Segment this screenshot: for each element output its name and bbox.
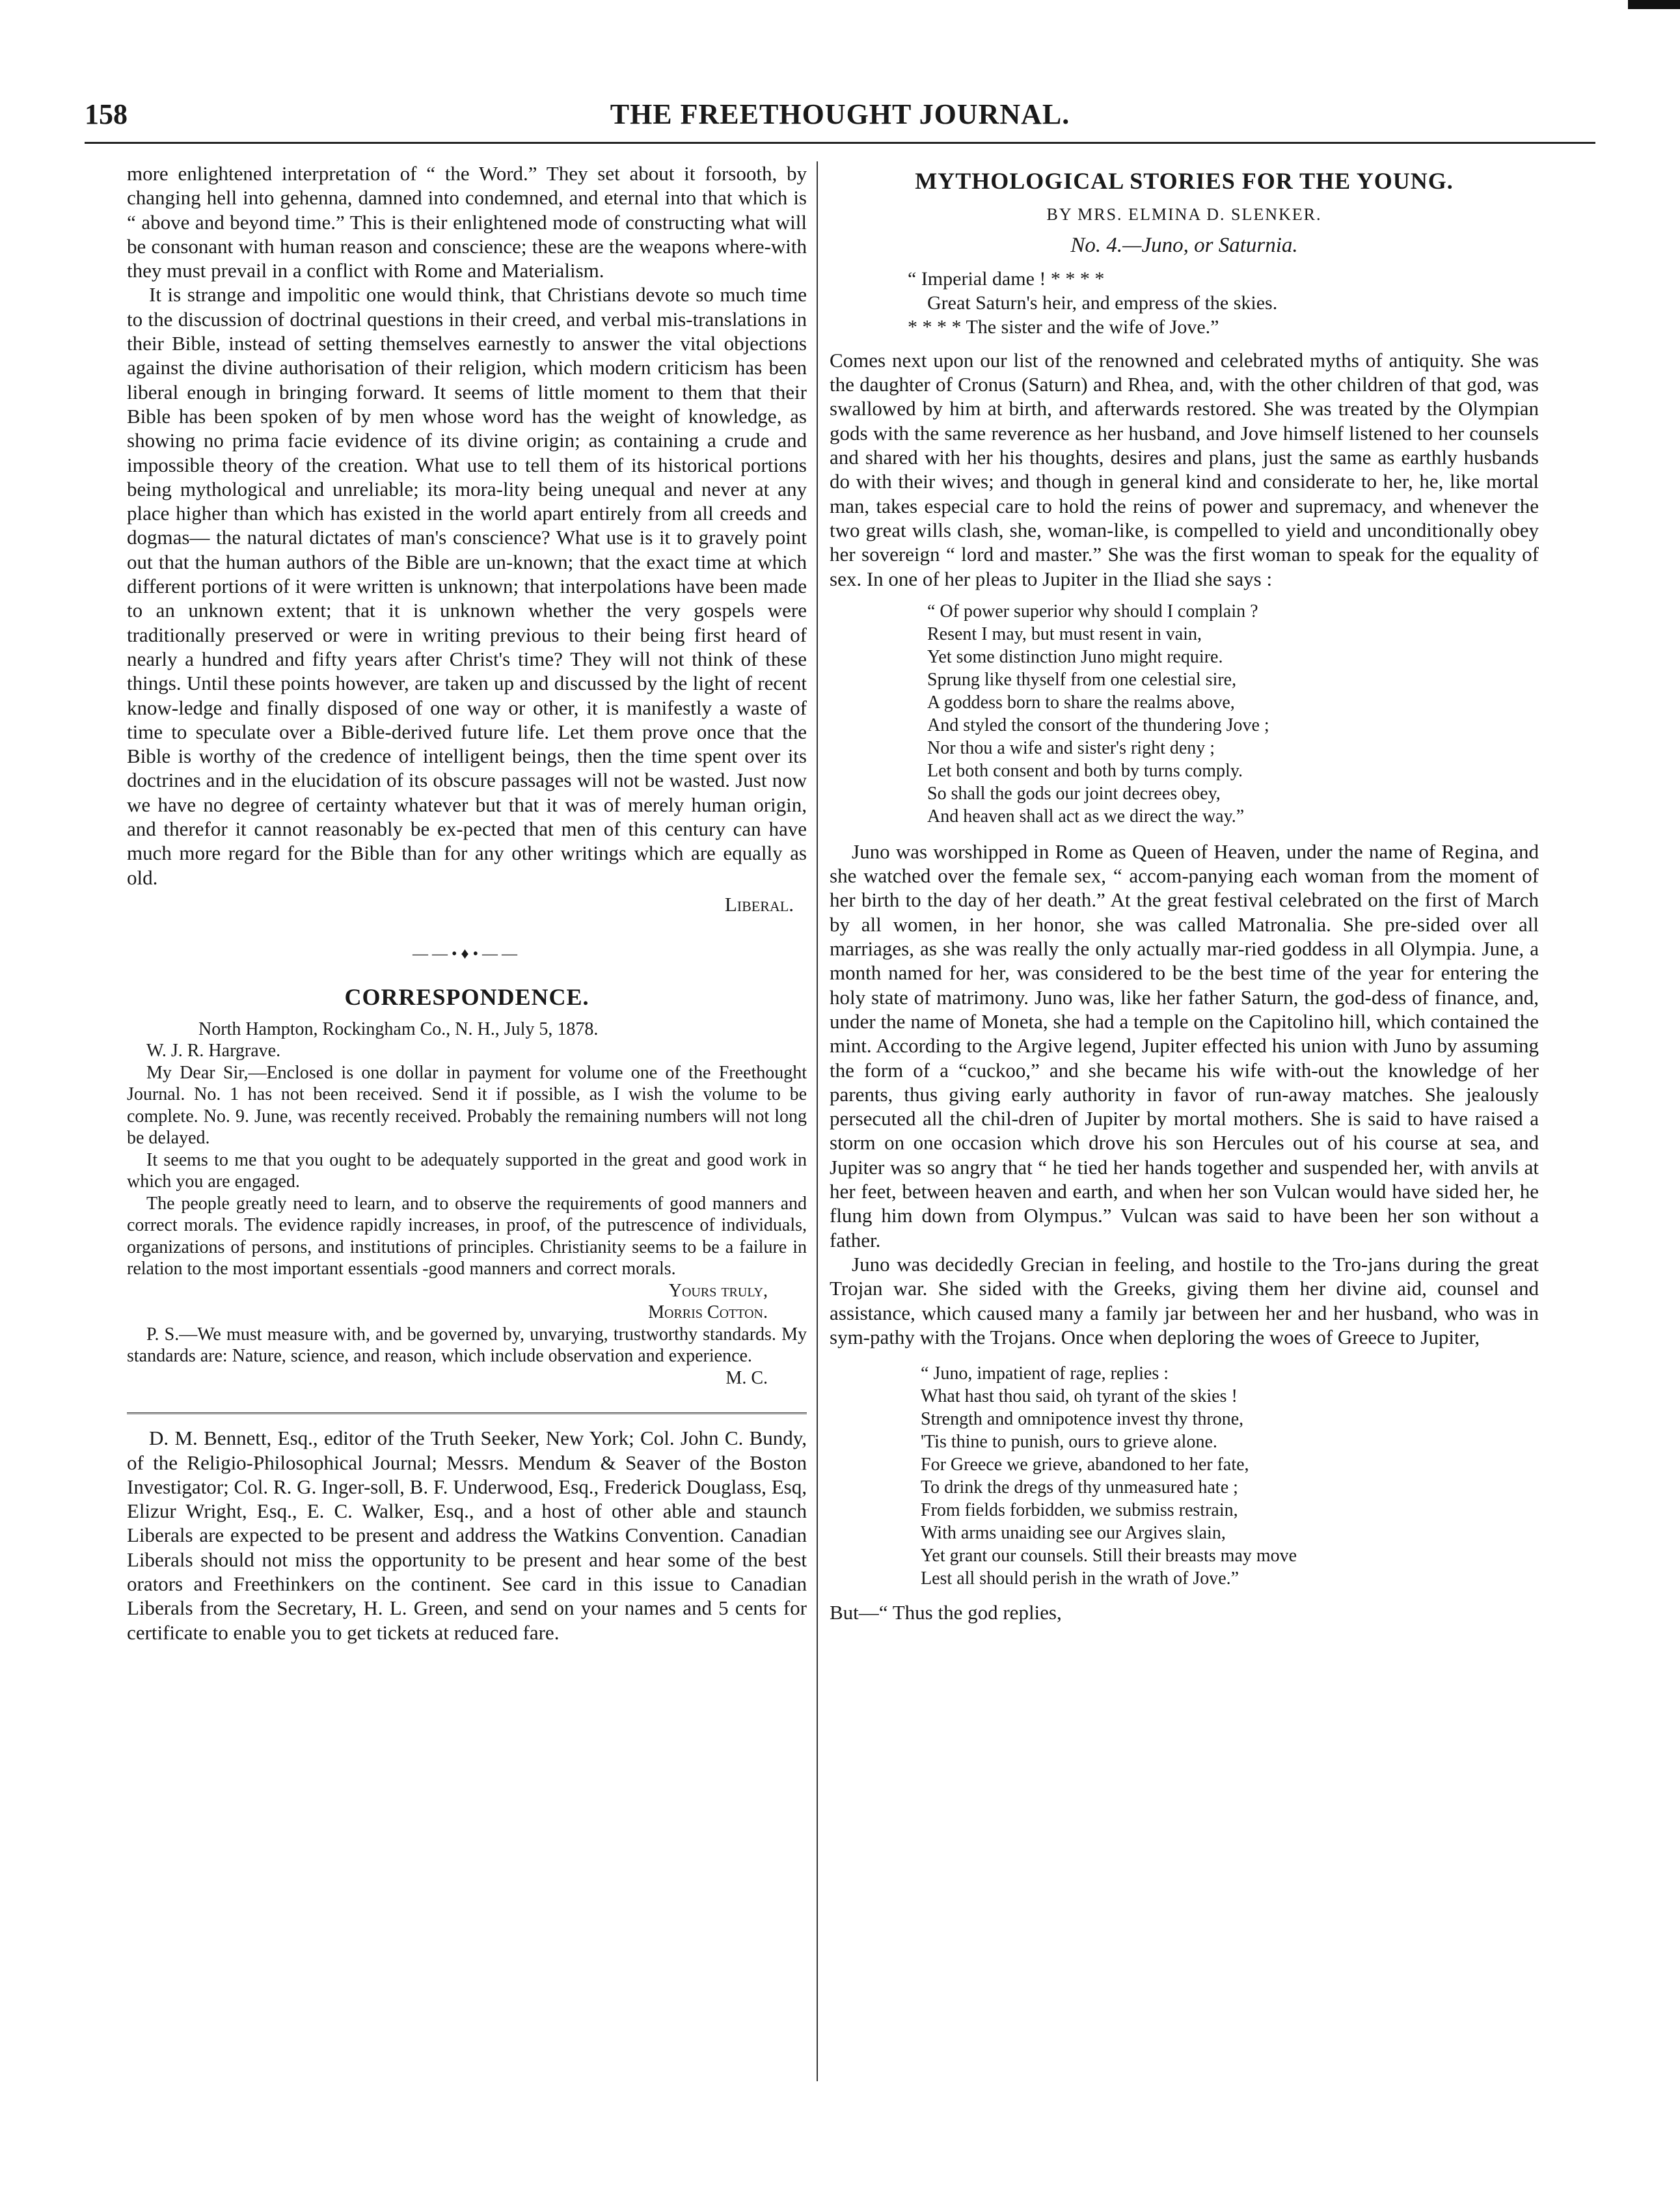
left-column [127, 161, 807, 1645]
letter-addressee: W. J. R. Hargrave. [146, 1041, 281, 1061]
poem-line: “ Juno, impatient of rage, replies : [921, 1363, 1169, 1384]
correspondence-letter [127, 1018, 807, 1389]
poem-line: What hast thou said, oh tyrant of the skies ! [921, 1386, 1238, 1407]
poem-line: Lest all should perish in the wrath of Jove.” [921, 1568, 1240, 1589]
header-rule [85, 142, 1595, 144]
letter-closing: Yours truly, [668, 1280, 768, 1301]
letter-paragraph: The people greatly need to learn, and to observe the requirements of good manners and correct morals. The evidence rapidly increases, in proof, of the putrescence of individuals, organizations of persons, and institutions of principles. Christianity seems to be a failure in relation to the most important essentials -good manners and correct morals. [127, 1193, 807, 1279]
story-paragraph: Juno was worshipped in Rome as Queen of Heaven, under the name of Regina, and she watched over the female sex, “ accom-panying each woman from the moment of her birth to the day of her death.” At the great festival celebrated on the first of March by all women, in her honor, she was called Matronalia. She pre-sided over all marriages, as she was really the only actually mar-ried goddess in all Olympia. June, a month named for her, was considered to be the best time of the year for entering the holy state of matrimony. Juno was, like her father Saturn, the god-dess of finance, and, under the name of Moneta, she had a temple on the Capitolino hill, which contained the mint. According to the Argive legend, Jupiter effected his union with Juno by assuming the form of a “cuckoo,” and she became his wife with-out the knowledge of her parents, thus giving early authority in favor of run-away matches. She jealously persecuted all the chil-dren of Jupiter by mortal mothers. She is said to have raised a storm on one occasion which drove his son Hercules out of his course at sea, and Jupiter was so angry that “ he tied her hands together and suspended her, with anvils at her feet, between heaven and earth, and when her son Vulcan would have sided her, he flung him down from Olympus.” Vulcan was said to have been her son without a father. [830, 840, 1539, 1251]
poem-line: To drink the dregs of thy unmeasured hate ; [921, 1477, 1238, 1498]
story-paragraph: Juno was decidedly Grecian in feeling, and hostile to the Tro-jans during the great Trojan war. She sided with the Greeks, giving them her divine aid, counsel and assistance, which caused many a family jar between her and her husband, who was in sym-pathy with the Trojans. Once when deploring the woes of Greece to Jupiter, [830, 1252, 1539, 1348]
corner-print-mark [1628, 0, 1680, 9]
story-closing-line: But—“ Thus the god replies, [830, 1601, 1062, 1624]
poem-line: “ Of power superior why should I complain ? [927, 601, 1258, 622]
article-paragraph: more enlightened interpretation of “ the Word.” They set about it forsooth, by changing hell into gehenna, damned into condemned, and eternal into that which is “ above and beyond time.” This is their enlightened mode of constructing what will be consonant with human reason and conscience; these are the weapons where-with they must prevail in a conflict with Rome and Materialism. [127, 162, 807, 282]
poem-line: Sprung like thyself from one celestial sire, [927, 669, 1237, 690]
right-column [830, 161, 1539, 1624]
poem-line: A goddess born to share the realms above, [927, 692, 1235, 713]
epigraph [908, 267, 1539, 339]
poem-line: For Greece we grieve, abandoned to her fate, [921, 1455, 1249, 1475]
journal-title: THE FREETHOUGHT JOURNAL. [610, 98, 1070, 130]
convention-notice: D. M. Bennett, Esq., editor of the Truth Seeker, New York; Col. John C. Bundy, of the Religio-Philosophical Journal; Messrs. Mendum & Seaver of the Boston Investigator; Col. R. G. Inger-soll, B. F. Underwood, Esq., Frederick Douglass, Esq, Elizur Wright, Esq., E. C. Walker, Esq., and a host of other able and staunch Liberals are expected to be present and address the Watkins Convention. Canadian Liberals should not miss the opportunity to be present and hear some of the best orators and Freethinkers on the continent. See card in this issue to Canadian Liberals from the Secretary, H. L. Green, and send on your names and 5 cents for certificate to enable you to get tickets at reduced fare. [127, 1412, 807, 1645]
letter-paragraph: It seems to me that you ought to be adequately supported in the great and good work in which you are engaged. [127, 1149, 807, 1192]
letter-postscript: P. S.—We must measure with, and be governed by, unvarying, trustworthy standards. My standards are: Nature, science, and reason, which include observation and experience. [127, 1324, 807, 1367]
poem-line: With arms unaiding see our Argives slain, [921, 1523, 1226, 1544]
story-heading: MYTHOLOGICAL STORIES FOR THE YOUNG. [915, 168, 1454, 194]
article-paragraph: It is strange and impolitic one would think, that Christians devote so much time to the discussion of doctrinal questions in their creed, and verbal mis-translations in their Bible, instead of setting themselves earnestly to answer the vital objections against the divine authorisation of their religion, which modern criticism has been liberal enough in bringing forward. It seems of little moment to them that their Bible has been spoken of by men whose word has the weight of knowledge, as showing no prima facie evidence of its divine origin; as containing a crude and impossible theory of the creation. What use to tell them of its historical portions being mythological and unreliable; its mora-lity being unequal and never at any place higher than which has existed in the world apart entirely from all creeds and dogmas— the natural dictates of man's conscience? What use is it to gravely point out that the human authors of the Bible are un-known; that the exact time at which different portions of it were written is unknown; that interpolations have been made to an unknown extent; that it is unknown whether the very gospels were traditionally preserved or were in writing previous to their being first heard of nearly a hundred and fifty years after Christ's time? They will not think of these things. Until these points however, are taken up and discussed by the light of recent know-ledge and finally disposed of one way or other, it is manifestly a waste of time to speculate over a Bible-derived future life. Let them prove once that the Bible is worthy of the credence of intelligent beings, then the time spent over its doctrines and in the elucidation of its obscure passages will not be wasted. Just now we have no degree of certainty whatever but that it was of merely human origin, and therefor it cannot reasonably be ex-pected that men of this century can have much more regard for the Bible than for any other writings which are equally as old. [127, 283, 807, 889]
poem-line: From fields forbidden, we submiss restrain, [921, 1500, 1238, 1521]
article-signature: Liberal. [724, 892, 794, 916]
poem-line: So shall the gods our joint decrees obey, [927, 783, 1221, 804]
correspondence-heading: CORRESPONDENCE. [344, 983, 589, 1010]
poem-quote [927, 600, 1539, 828]
letter-location: North Hampton, Rockingham Co., N. H., July 5, 1878. [198, 1018, 599, 1039]
poem-quote-2 [921, 1362, 1539, 1590]
column-divider [817, 161, 818, 2081]
letter-signature: Morris Cotton. [648, 1302, 768, 1323]
poem-line: And styled the consort of the thundering Jove ; [927, 715, 1269, 735]
poem-line: Resent I may, but must resent in vain, [927, 623, 1202, 644]
story-byline: BY MRS. ELMINA D. SLENKER. [1046, 205, 1322, 225]
poem-line: Strength and omnipotence invest thy throne, [921, 1409, 1244, 1430]
letter-paragraph: My Dear Sir,—Enclosed is one dollar in payment for volume one of the Freethought Journal. No. 1 has not been received. Send it if possible, as I wish the volume to be complete. No. 9. June, was recently received. Probably the remaining numbers will not long be delayed. [127, 1062, 807, 1149]
epigraph-line: Great Saturn's heir, and empress of the skies. [927, 292, 1278, 314]
story-paragraph: Comes next upon our list of the renowned and celebrated myths of antiquity. She was the daughter of Cronus (Saturn) and Rhea, and, with the other children of that god, was swallowed by him at birth, and afterwards restored. She was treated by the Olympian gods with the same reverence as her husband, and Jove himself listened to her counsels and shared with her his thoughts, desires and plans, just the same as earthly husbands do with their wives; and though in general kind and considerate to her, he, like mortal man, takes especial care to hold the reins of power and supremacy, and whenever the two great wills clash, she, woman-like, is compelled to yield and unconditionally obey her sovereign “ lord and master.” She was the first woman to speak for the equality of sex. In one of her pleas to Jupiter in the Iliad she says : [830, 348, 1539, 590]
poem-line: Yet grant our counsels. Still their breasts may move [921, 1546, 1297, 1566]
story-subtitle: No. 4.—Juno, or Saturnia. [1070, 233, 1298, 257]
poem-line: 'Tis thine to punish, ours to grieve alone. [921, 1432, 1217, 1453]
poem-line: And heaven shall act as we direct the way.” [927, 806, 1245, 827]
epigraph-line: “ Imperial dame ! * * * * [908, 267, 1105, 290]
section-ornament: ——•♦•—— [412, 946, 522, 963]
poem-line: Let both consent and both by turns comply. [927, 760, 1243, 781]
poem-line: Nor thou a wife and sister's right deny ; [927, 737, 1215, 758]
poem-line: Yet some distinction Juno might require. [927, 646, 1223, 667]
postscript-initials: M. C. [725, 1367, 768, 1388]
epigraph-line: * * * * The sister and the wife of Jove.” [908, 316, 1219, 338]
page-number: 158 [85, 98, 128, 130]
